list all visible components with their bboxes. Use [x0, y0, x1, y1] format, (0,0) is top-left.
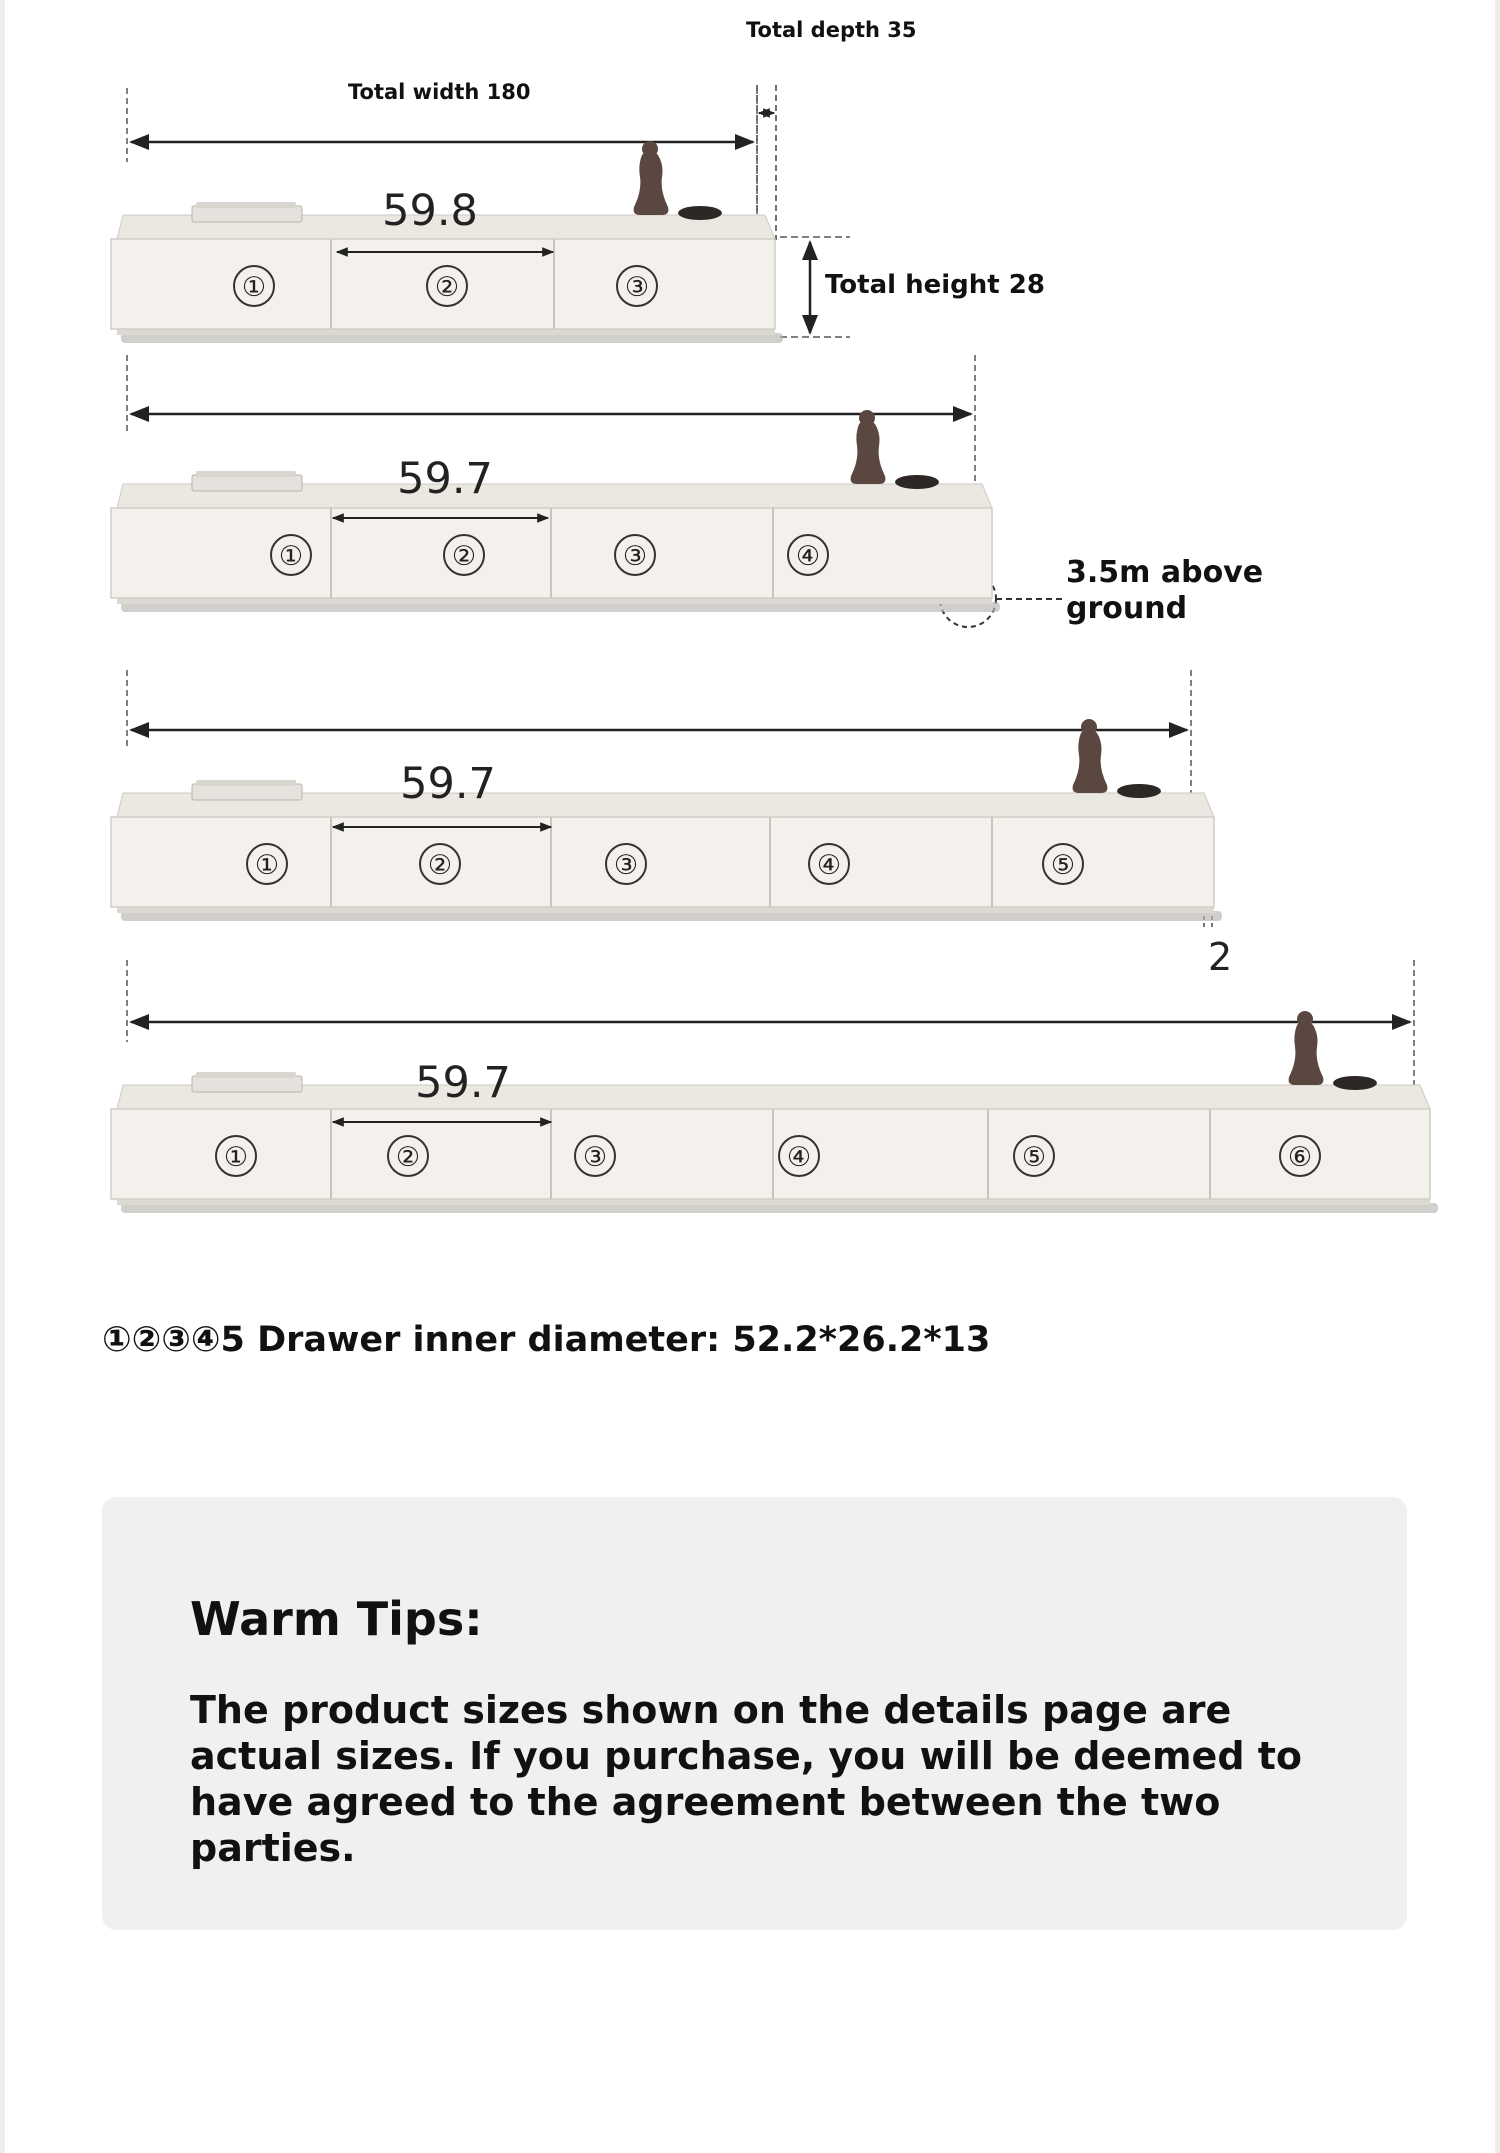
total-width-label: Total width 180 — [348, 80, 531, 104]
drawer-number-4: ④ — [786, 1142, 812, 1173]
figurine-decoration — [1289, 1021, 1324, 1085]
warm-tips-box — [102, 1497, 1407, 1930]
book-decoration-top — [196, 780, 296, 786]
sensor-label-line2: ground — [1066, 591, 1188, 626]
drawer-number-2: ② — [434, 272, 460, 303]
drawer-number-1: ① — [223, 1142, 249, 1173]
book-decoration — [192, 784, 302, 800]
drawer-number-4: ④ — [795, 541, 821, 572]
drawer-number-1: ① — [241, 272, 267, 303]
dish-decoration — [1333, 1076, 1377, 1090]
drawer-number-5: ⑤ — [1021, 1142, 1047, 1173]
cabinet-front — [111, 1109, 1430, 1199]
tv-cabinet-4 — [111, 960, 1438, 1213]
figurine-decoration — [634, 151, 669, 215]
figurine-decoration — [851, 420, 886, 484]
cabinet-top — [117, 1085, 1430, 1109]
book-decoration — [192, 475, 302, 491]
tv-cabinet-1 — [111, 88, 783, 343]
drawer-number-6: ⑥ — [1287, 1142, 1313, 1173]
figurine-head — [1081, 719, 1097, 735]
sensor-label-line1: 3.5m above — [1066, 555, 1264, 590]
drawer-width-label: 59.7 — [397, 454, 493, 504]
dish-decoration — [895, 475, 939, 489]
dish-decoration — [678, 206, 722, 220]
book-decoration — [192, 206, 302, 222]
drawer-number-2: ② — [395, 1142, 421, 1173]
figurine-head — [1297, 1011, 1313, 1027]
drawer-inner-dimensions-note: ①②③④5 Drawer inner diameter: 52.2*26.2*13 — [102, 1320, 991, 1360]
gap-label: 2 — [1208, 935, 1233, 979]
cabinets-layer — [111, 88, 1438, 1213]
book-decoration-top — [196, 471, 296, 477]
book-decoration-top — [196, 1072, 296, 1078]
drawer-number-4: ④ — [816, 850, 842, 881]
drawer-width-label: 59.8 — [382, 186, 478, 236]
drawer-number-3: ③ — [613, 850, 639, 881]
total-depth-label: Total depth 35 — [746, 18, 917, 42]
drawer-number-2: ② — [451, 541, 477, 572]
drawer-number-3: ③ — [624, 272, 650, 303]
dish-decoration — [1117, 784, 1161, 798]
drawer-number-1: ① — [254, 850, 280, 881]
tv-cabinet-2 — [111, 355, 1000, 612]
figurine-decoration — [1073, 729, 1108, 793]
book-decoration — [192, 1076, 302, 1092]
warm-tips-title: Warm Tips: — [190, 1592, 483, 1646]
figurine-head — [859, 410, 875, 426]
drawer-number-5: ⑤ — [1050, 850, 1076, 881]
drawer-number-3: ③ — [622, 541, 648, 572]
drawer-width-label: 59.7 — [400, 759, 496, 809]
tv-cabinet-3 — [111, 670, 1222, 921]
book-decoration-top — [196, 202, 296, 208]
warm-tips-text: The product sizes shown on the details page are actual sizes. If you purchase, you will be deemed to have agreed to the agreement between the two parties. — [190, 1688, 1303, 1870]
drawer-number-1: ① — [278, 541, 304, 572]
drawer-number-3: ③ — [582, 1142, 608, 1173]
drawer-width-label: 59.7 — [415, 1058, 511, 1108]
figurine-head — [642, 141, 658, 157]
drawer-number-2: ② — [427, 850, 453, 881]
total-height-label: Total height 28 — [825, 270, 1045, 300]
